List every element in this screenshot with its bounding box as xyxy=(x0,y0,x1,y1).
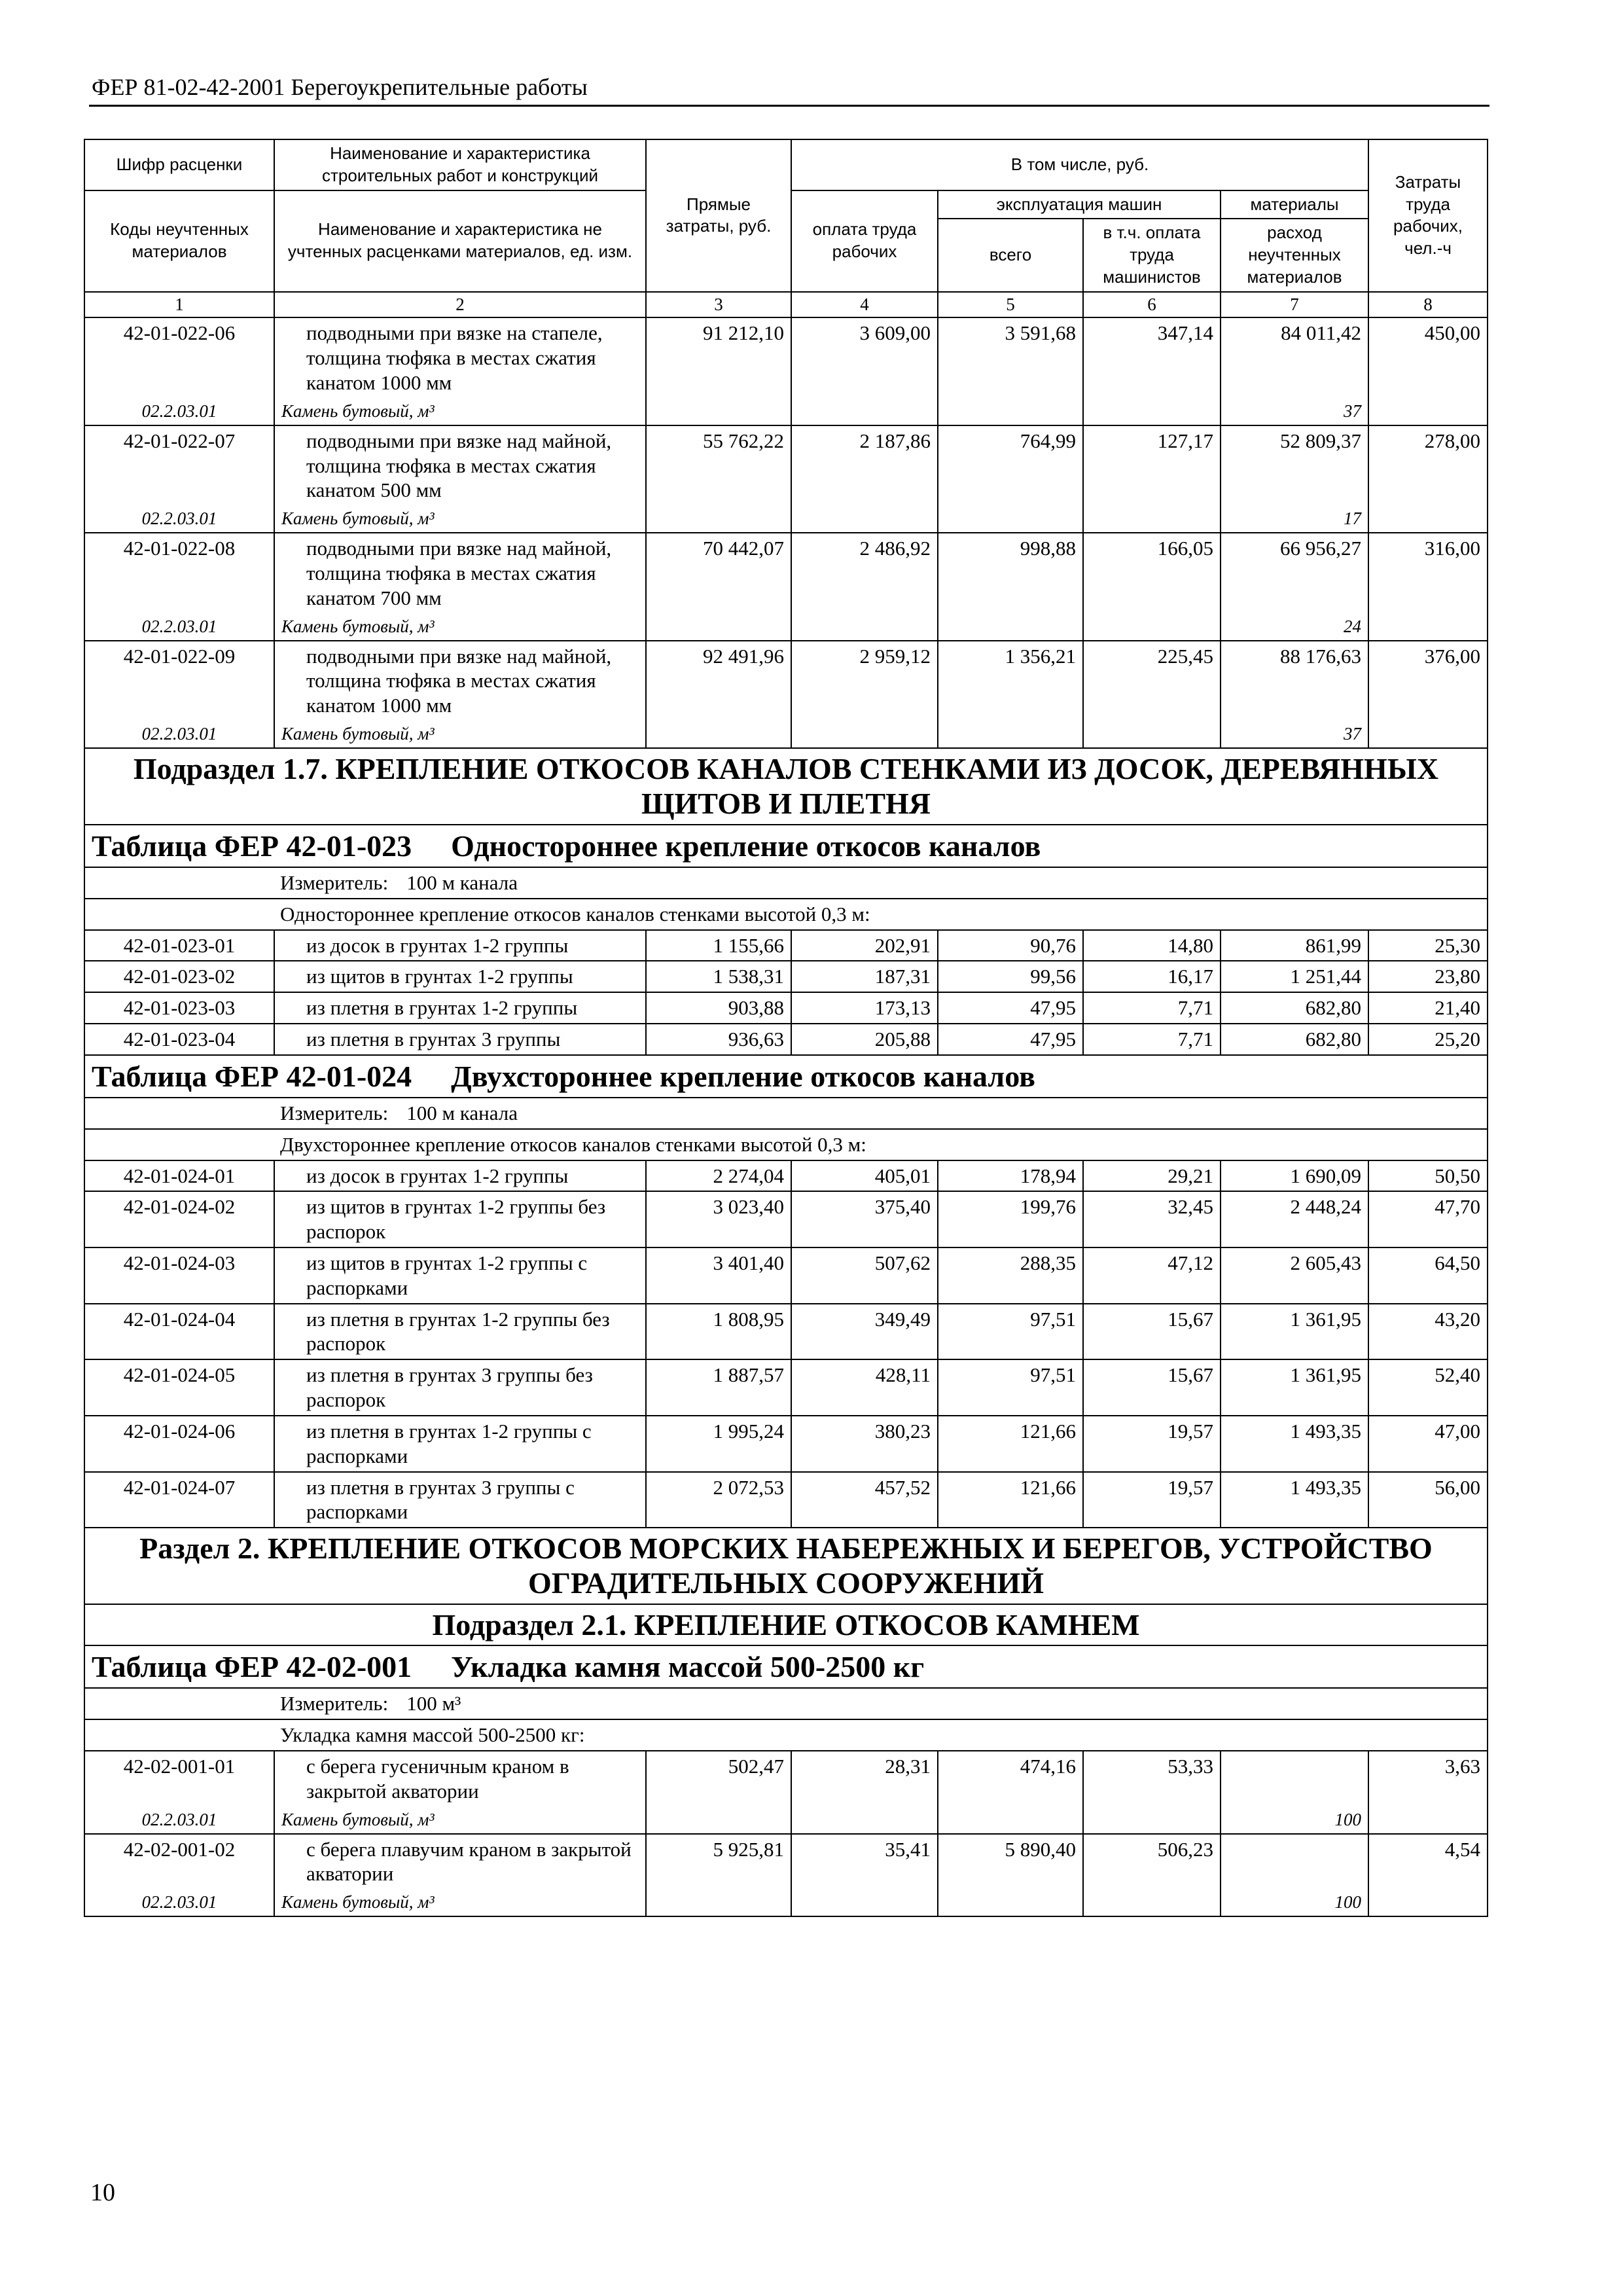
material-name: Камень бутовый, м³ xyxy=(274,721,646,748)
direct-costs: 91 212,10 xyxy=(646,317,791,425)
column-number: 5 xyxy=(938,292,1083,318)
wages: 187,31 xyxy=(791,961,938,992)
wages: 173,13 xyxy=(791,992,938,1024)
labor: 450,00 xyxy=(1368,317,1488,425)
rate-row xyxy=(84,425,1488,505)
rate-row xyxy=(84,1191,1488,1247)
material-qty: 37 xyxy=(1221,398,1368,425)
running-header: ФЕР 81-02-42-2001 Берегоукрепительные работы xyxy=(92,74,588,100)
column-number: 8 xyxy=(1368,292,1488,318)
rate-code: 42-01-024-03 xyxy=(84,1247,274,1304)
measure-label: Измеритель: xyxy=(280,1692,389,1715)
group-caption: Двухстороннее крепление откосов каналов стенками высотой 0,3 м: xyxy=(84,1129,1488,1160)
machines-total: 121,66 xyxy=(938,1416,1083,1472)
machines-total: 47,95 xyxy=(938,1024,1083,1055)
direct-costs: 1 887,57 xyxy=(646,1359,791,1416)
material-name: Камень бутовый, м³ xyxy=(274,505,646,533)
material-code: 02.2.03.01 xyxy=(84,1806,274,1834)
rate-row xyxy=(84,1359,1488,1416)
rate-row xyxy=(84,930,1488,961)
rate-name: с берега гусеничным краном в закрытой акватории xyxy=(274,1751,646,1806)
labor: 316,00 xyxy=(1368,533,1488,640)
machinist-wages: 347,14 xyxy=(1083,317,1221,425)
direct-costs: 2 274,04 xyxy=(646,1160,791,1192)
direct-costs: 936,63 xyxy=(646,1024,791,1055)
machines-total: 90,76 xyxy=(938,930,1083,961)
rate-code: 42-02-001-01 xyxy=(84,1751,274,1806)
rate-code: 42-01-023-03 xyxy=(84,992,274,1024)
header-machines: эксплуатация машин xyxy=(938,190,1221,219)
material-code: 02.2.03.01 xyxy=(84,613,274,641)
rate-row xyxy=(84,961,1488,992)
labor: 47,00 xyxy=(1368,1416,1488,1472)
machines-total: 474,16 xyxy=(938,1751,1083,1834)
header-rule xyxy=(89,105,1489,107)
header-direct-costs: Прямые затраты, руб. xyxy=(646,139,791,292)
labor: 47,70 xyxy=(1368,1191,1488,1247)
labor: 56,00 xyxy=(1368,1472,1488,1528)
labor: 278,00 xyxy=(1368,425,1488,533)
column-number: 2 xyxy=(274,292,646,318)
measure-value: 100 м³ xyxy=(406,1692,461,1715)
column-number: 4 xyxy=(791,292,938,318)
machines-total: 97,51 xyxy=(938,1359,1083,1416)
direct-costs: 55 762,22 xyxy=(646,425,791,533)
materials: 2 448,24 xyxy=(1221,1191,1368,1247)
table-label: Таблица ФЕР 42-01-023 xyxy=(92,829,412,863)
materials: 1 493,35 xyxy=(1221,1472,1368,1528)
measure-row xyxy=(84,1688,1488,1719)
rate-code: 42-01-022-06 xyxy=(84,317,274,397)
wages: 35,41 xyxy=(791,1834,938,1917)
header-code: Шифр расценки xyxy=(84,139,274,190)
direct-costs: 1 995,24 xyxy=(646,1416,791,1472)
rate-name: подводными при вязке над майной, толщина тюфяка в местах сжатия канатом 1000 мм xyxy=(274,641,646,721)
wages: 380,23 xyxy=(791,1416,938,1472)
rate-code: 42-01-022-07 xyxy=(84,425,274,505)
page-number: 10 xyxy=(90,2179,115,2206)
rate-row xyxy=(84,1751,1488,1806)
wages: 457,52 xyxy=(791,1472,938,1528)
table-title: Одностороннее крепление откосов каналов xyxy=(451,829,1041,863)
material-qty: 24 xyxy=(1221,613,1368,641)
machines-total: 97,51 xyxy=(938,1304,1083,1360)
rate-code: 42-01-022-08 xyxy=(84,533,274,613)
wages: 2 959,12 xyxy=(791,641,938,748)
materials: 88 176,63 xyxy=(1221,641,1368,721)
materials: 1 251,44 xyxy=(1221,961,1368,992)
rate-name: из досок в грунтах 1-2 группы xyxy=(274,930,646,961)
material-qty: 37 xyxy=(1221,721,1368,748)
header-labor: Затраты труда рабочих, чел.-ч xyxy=(1368,139,1488,292)
wages: 349,49 xyxy=(791,1304,938,1360)
header-machines-total: всего xyxy=(938,219,1083,291)
rate-row xyxy=(84,1024,1488,1055)
material-qty: 100 xyxy=(1221,1889,1368,1916)
rate-row xyxy=(84,533,1488,613)
machines-total: 5 890,40 xyxy=(938,1834,1083,1917)
labor: 25,20 xyxy=(1368,1024,1488,1055)
machinist-wages: 225,45 xyxy=(1083,641,1221,748)
rate-row xyxy=(84,1472,1488,1528)
wages: 375,40 xyxy=(791,1191,938,1247)
materials: 1 690,09 xyxy=(1221,1160,1368,1192)
measure-row xyxy=(84,867,1488,899)
materials: 861,99 xyxy=(1221,930,1368,961)
header-materials-sub: расход неучтенных материалов xyxy=(1221,219,1368,291)
table-heading xyxy=(84,825,1488,867)
labor: 21,40 xyxy=(1368,992,1488,1024)
material-code: 02.2.03.01 xyxy=(84,398,274,425)
materials: 682,80 xyxy=(1221,1024,1368,1055)
wages: 2 187,86 xyxy=(791,425,938,533)
column-numbers-row xyxy=(84,292,1488,318)
rate-row xyxy=(84,992,1488,1024)
group-caption: Одностороннее крепление откосов каналов стенками высотой 0,3 м: xyxy=(84,899,1488,930)
rate-row xyxy=(84,1304,1488,1360)
labor: 3,63 xyxy=(1368,1751,1488,1834)
header-materials: материалы xyxy=(1221,190,1368,219)
rate-name: из плетня в грунтах 1-2 группы без распорок xyxy=(274,1304,646,1360)
rate-name: с берега плавучим краном в закрытой акватории xyxy=(274,1834,646,1890)
rate-name: из щитов в грунтах 1-2 группы с распорками xyxy=(274,1247,646,1304)
rate-code: 42-01-024-04 xyxy=(84,1304,274,1360)
wages: 28,31 xyxy=(791,1751,938,1834)
section-heading: Раздел 2. КРЕПЛЕНИЕ ОТКОСОВ МОРСКИХ НАБЕРЕЖНЫХ И БЕРЕГОВ, УСТРОЙСТВО ОГРАДИТЕЛЬНЫХ СООРУЖЕНИЙ xyxy=(84,1528,1488,1604)
rate-code: 42-01-024-07 xyxy=(84,1472,274,1528)
machinist-wages: 47,12 xyxy=(1083,1247,1221,1304)
header-name: Наименование и характеристика строительных работ и конструкций xyxy=(274,139,646,190)
material-name: Камень бутовый, м³ xyxy=(274,613,646,641)
rate-name: из плетня в грунтах 1-2 группы xyxy=(274,992,646,1024)
wages: 3 609,00 xyxy=(791,317,938,425)
direct-costs: 92 491,96 xyxy=(646,641,791,748)
labor: 25,30 xyxy=(1368,930,1488,961)
machinist-wages: 506,23 xyxy=(1083,1834,1221,1917)
materials: 66 956,27 xyxy=(1221,533,1368,613)
rate-name: из досок в грунтах 1-2 группы xyxy=(274,1160,646,1192)
rate-code: 42-01-024-06 xyxy=(84,1416,274,1472)
machinist-wages: 14,80 xyxy=(1083,930,1221,961)
labor: 50,50 xyxy=(1368,1160,1488,1192)
rate-name: из плетня в грунтах 3 группы с распорками xyxy=(274,1472,646,1528)
machinist-wages: 166,05 xyxy=(1083,533,1221,640)
materials: 682,80 xyxy=(1221,992,1368,1024)
subsection-heading: Подраздел 2.1. КРЕПЛЕНИЕ ОТКОСОВ КАМНЕМ xyxy=(84,1604,1488,1645)
wages: 507,62 xyxy=(791,1247,938,1304)
rate-name: подводными при вязке над майной, толщина тюфяка в местах сжатия канатом 500 мм xyxy=(274,425,646,505)
machinist-wages: 15,67 xyxy=(1083,1359,1221,1416)
direct-costs: 3 023,40 xyxy=(646,1191,791,1247)
subsection-heading: Подраздел 1.7. КРЕПЛЕНИЕ ОТКОСОВ КАНАЛОВ СТЕНКАМИ ИЗ ДОСОК, ДЕРЕВЯННЫХ ЩИТОВ И ПЛЕТНЯ xyxy=(84,748,1488,825)
rate-code: 42-01-024-01 xyxy=(84,1160,274,1192)
material-qty: 17 xyxy=(1221,505,1368,533)
column-number: 7 xyxy=(1221,292,1368,318)
machinist-wages: 29,21 xyxy=(1083,1160,1221,1192)
machines-total: 3 591,68 xyxy=(938,317,1083,425)
rate-name: из щитов в грунтах 1-2 группы без распорок xyxy=(274,1191,646,1247)
labor: 23,80 xyxy=(1368,961,1488,992)
table-title: Укладка камня массой 500-2500 кг xyxy=(451,1650,925,1684)
material-name: Камень бутовый, м³ xyxy=(274,1806,646,1834)
rate-code: 42-01-024-02 xyxy=(84,1191,274,1247)
measure-label: Измеритель: xyxy=(280,870,389,894)
column-number: 3 xyxy=(646,292,791,318)
rate-row xyxy=(84,1247,1488,1304)
rate-name: из плетня в грунтах 3 группы без распорок xyxy=(274,1359,646,1416)
machines-total: 764,99 xyxy=(938,425,1083,533)
labor: 43,20 xyxy=(1368,1304,1488,1360)
labor: 52,40 xyxy=(1368,1359,1488,1416)
machines-total: 121,66 xyxy=(938,1472,1083,1528)
materials: 1 361,95 xyxy=(1221,1304,1368,1360)
header-machinist-wages: в т.ч. оплата труда машинистов xyxy=(1083,219,1221,291)
wages: 405,01 xyxy=(791,1160,938,1192)
rate-row xyxy=(84,1160,1488,1192)
wages: 202,91 xyxy=(791,930,938,961)
materials: 2 605,43 xyxy=(1221,1247,1368,1304)
machines-total: 99,56 xyxy=(938,961,1083,992)
direct-costs: 70 442,07 xyxy=(646,533,791,640)
rate-code: 42-01-023-02 xyxy=(84,961,274,992)
rate-name: подводными при вязке на стапеле, толщина тюфяка в местах сжатия канатом 1000 мм xyxy=(274,317,646,397)
measure-label: Измеритель: xyxy=(280,1101,389,1124)
material-qty: 100 xyxy=(1221,1806,1368,1834)
materials: 52 809,37 xyxy=(1221,425,1368,505)
table-label: Таблица ФЕР 42-01-024 xyxy=(92,1059,412,1093)
rate-code: 42-01-024-05 xyxy=(84,1359,274,1416)
machines-total: 1 356,21 xyxy=(938,641,1083,748)
machinist-wages: 127,17 xyxy=(1083,425,1221,533)
machinist-wages: 53,33 xyxy=(1083,1751,1221,1834)
direct-costs: 1 808,95 xyxy=(646,1304,791,1360)
direct-costs: 1 155,66 xyxy=(646,930,791,961)
table-title: Двухстороннее крепление откосов каналов xyxy=(451,1059,1035,1093)
materials: 1 361,95 xyxy=(1221,1359,1368,1416)
header-including: В том числе, руб. xyxy=(791,139,1368,190)
direct-costs: 2 072,53 xyxy=(646,1472,791,1528)
material-name: Камень бутовый, м³ xyxy=(274,1889,646,1916)
rate-row xyxy=(84,317,1488,397)
wages: 205,88 xyxy=(791,1024,938,1055)
column-number: 6 xyxy=(1083,292,1221,318)
machinist-wages: 19,57 xyxy=(1083,1416,1221,1472)
rate-code: 42-01-023-01 xyxy=(84,930,274,961)
header-mat-codes: Коды неучтенных материалов xyxy=(84,190,274,292)
labor: 4,54 xyxy=(1368,1834,1488,1917)
group-caption: Укладка камня массой 500-2500 кг: xyxy=(84,1719,1488,1751)
rate-row xyxy=(84,1416,1488,1472)
materials: 84 011,42 xyxy=(1221,317,1368,397)
materials: 1 493,35 xyxy=(1221,1416,1368,1472)
rate-name: из плетня в грунтах 3 группы xyxy=(274,1024,646,1055)
column-number: 1 xyxy=(84,292,274,318)
wages: 2 486,92 xyxy=(791,533,938,640)
materials xyxy=(1221,1751,1368,1806)
labor: 64,50 xyxy=(1368,1247,1488,1304)
materials xyxy=(1221,1834,1368,1890)
direct-costs: 903,88 xyxy=(646,992,791,1024)
table-heading xyxy=(84,1055,1488,1098)
rate-row xyxy=(84,1834,1488,1890)
machinist-wages: 15,67 xyxy=(1083,1304,1221,1360)
machinist-wages: 19,57 xyxy=(1083,1472,1221,1528)
rate-name: из щитов в грунтах 1-2 группы xyxy=(274,961,646,992)
table-heading xyxy=(84,1645,1488,1688)
direct-costs: 1 538,31 xyxy=(646,961,791,992)
rate-name: из плетня в грунтах 1-2 группы с распорками xyxy=(274,1416,646,1472)
rate-row xyxy=(84,641,1488,721)
measure-row xyxy=(84,1098,1488,1129)
material-name: Камень бутовый, м³ xyxy=(274,398,646,425)
rate-code: 42-01-022-09 xyxy=(84,641,274,721)
machines-total: 998,88 xyxy=(938,533,1083,640)
rates-table xyxy=(84,139,1488,1917)
machines-total: 178,94 xyxy=(938,1160,1083,1192)
machines-total: 47,95 xyxy=(938,992,1083,1024)
table-label: Таблица ФЕР 42-02-001 xyxy=(92,1650,412,1684)
labor: 376,00 xyxy=(1368,641,1488,748)
machines-total: 288,35 xyxy=(938,1247,1083,1304)
material-code: 02.2.03.01 xyxy=(84,721,274,748)
machinist-wages: 32,45 xyxy=(1083,1191,1221,1247)
rate-name: подводными при вязке над майной, толщина тюфяка в местах сжатия канатом 700 мм xyxy=(274,533,646,613)
machines-total: 199,76 xyxy=(938,1191,1083,1247)
machinist-wages: 7,71 xyxy=(1083,992,1221,1024)
rate-code: 42-01-023-04 xyxy=(84,1024,274,1055)
measure-value: 100 м канала xyxy=(406,870,518,894)
wages: 428,11 xyxy=(791,1359,938,1416)
measure-value: 100 м канала xyxy=(406,1101,518,1124)
header-mat-names: Наименование и характеристика не учтенных расценками материалов, ед. изм. xyxy=(274,190,646,292)
direct-costs: 502,47 xyxy=(646,1751,791,1834)
header-wages: оплата труда рабочих xyxy=(791,190,938,292)
direct-costs: 3 401,40 xyxy=(646,1247,791,1304)
material-code: 02.2.03.01 xyxy=(84,1889,274,1916)
material-code: 02.2.03.01 xyxy=(84,505,274,533)
machinist-wages: 7,71 xyxy=(1083,1024,1221,1055)
machinist-wages: 16,17 xyxy=(1083,961,1221,992)
direct-costs: 5 925,81 xyxy=(646,1834,791,1917)
rate-code: 42-02-001-02 xyxy=(84,1834,274,1890)
